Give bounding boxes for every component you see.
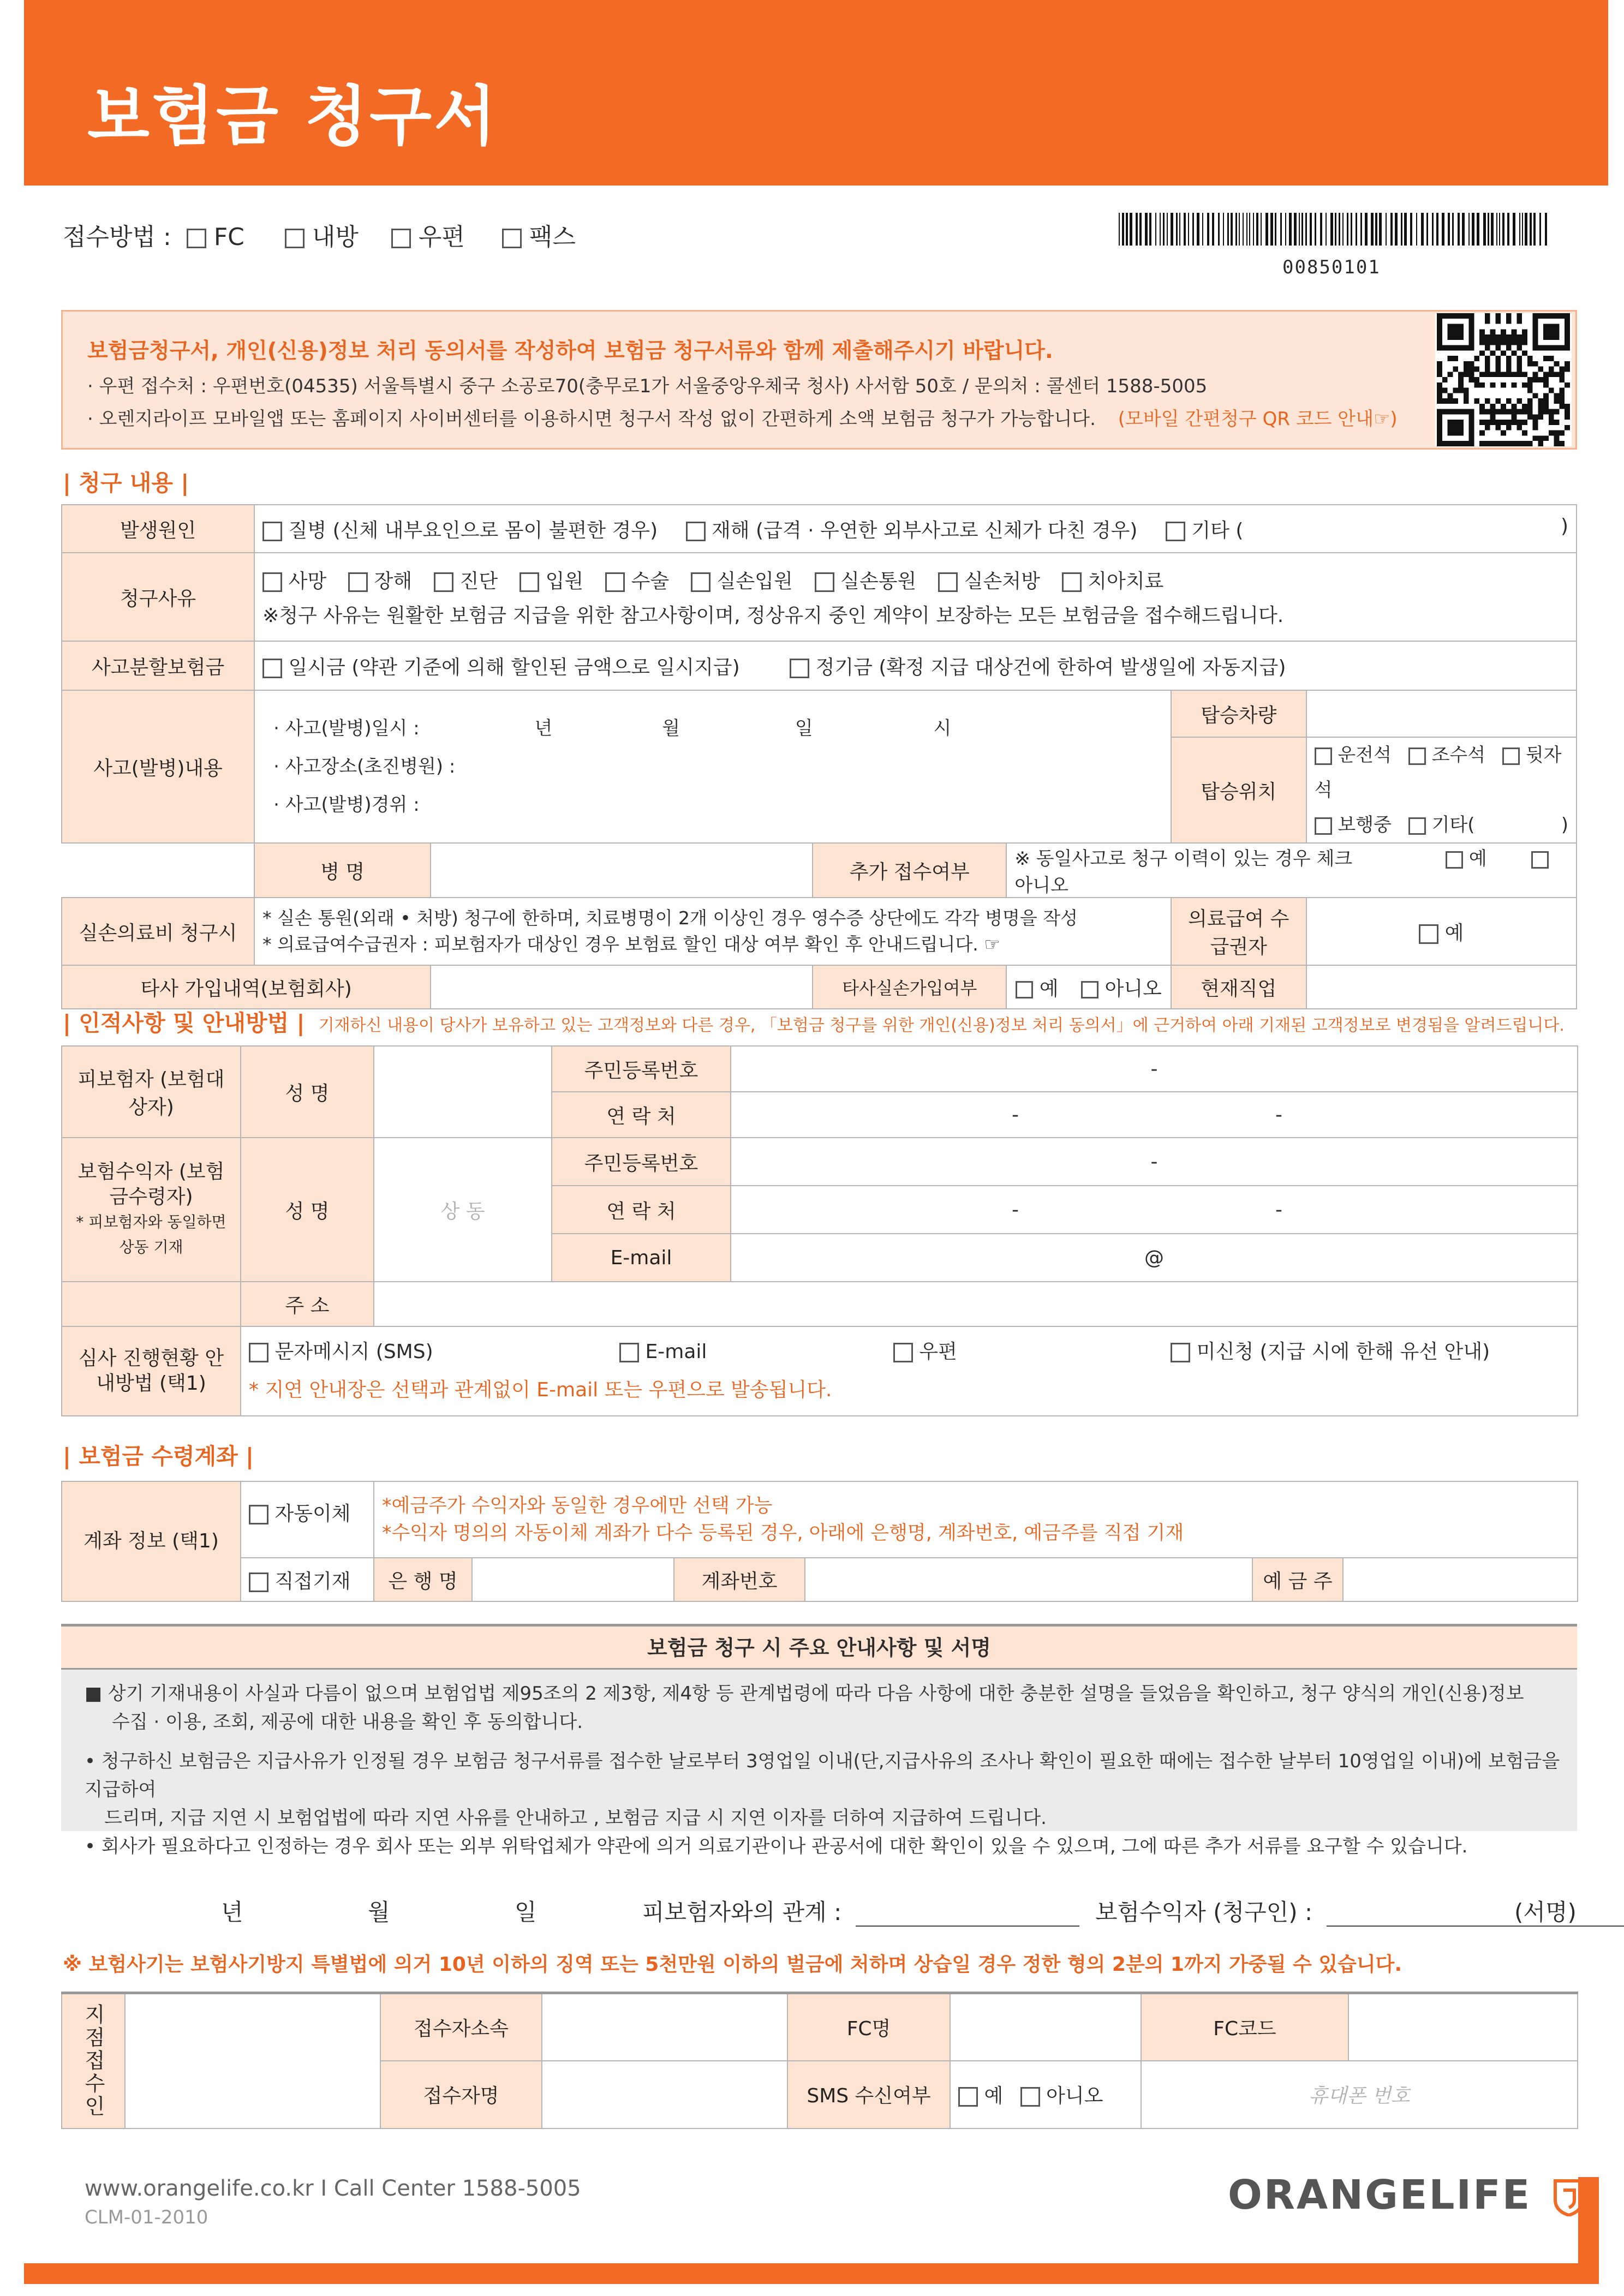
position-rear-checkbox[interactable] — [1502, 748, 1520, 765]
section-info-note: 기재하신 내용이 당사가 보유하고 있는 고객정보와 다른 경우, 「보험금 청구를 위한 개인(신용)정보 처리 동의서」에 근거하여 아래 기재된 고객정보로 변경됨을 알려드립니다. — [318, 1016, 1565, 1035]
position-options: 운전석 조수석 뒷자석 보행중 기타( ) — [1306, 737, 1577, 843]
reason-checkbox[interactable] — [520, 572, 539, 592]
reason-option: 사망 — [282, 570, 327, 593]
affil-label: 접수자소속 — [380, 1993, 542, 2061]
benefit-options: 예 — [1306, 898, 1577, 965]
account-table — [61, 1481, 1578, 1602]
receiver-input[interactable] — [542, 2061, 787, 2128]
position-driver-checkbox[interactable] — [1315, 748, 1332, 765]
account-direct-checkbox[interactable] — [249, 1572, 268, 1592]
notice-line — [87, 404, 1398, 430]
reason-checkbox[interactable] — [1062, 572, 1082, 592]
insured-name-label: 성 명 — [241, 1046, 374, 1138]
accident-month: 월 — [662, 717, 680, 739]
claimant-input[interactable] — [1327, 1899, 1624, 1927]
medical-label: 실손의료비 청구시 — [62, 898, 254, 965]
footer-contact: www.orangelife.co.kr I Call Center 1588-5005 — [85, 2176, 581, 2201]
review-email-checkbox[interactable] — [619, 1343, 639, 1362]
cause-other-checkbox[interactable] — [1166, 522, 1185, 541]
beneficiary-rrn-input[interactable]: - — [731, 1138, 1578, 1186]
review-sms-checkbox[interactable] — [249, 1343, 268, 1362]
bank-label: 은 행 명 — [374, 1558, 472, 1601]
accident-day: 일 — [795, 717, 813, 739]
reason-option: 수술 — [625, 570, 670, 593]
extra-yes-checkbox[interactable] — [1446, 851, 1463, 869]
reason-note: ※청구 사유는 원활한 보험금 지급을 위한 참고사항이며, 정상유지 중인 계약이 보장하는 모든 보험금을 접수해드립니다. — [262, 605, 1284, 627]
reason-checkbox[interactable] — [691, 572, 710, 592]
sms-no-checkbox[interactable] — [1020, 2087, 1040, 2107]
accident-label: 사고(발병)내용 — [62, 690, 254, 843]
split-option: 정기금 (확정 지급 대상건에 한하여 발생일에 자동지급) — [815, 656, 1286, 679]
benefit-yes-checkbox[interactable] — [1419, 924, 1438, 944]
accident-hour: 시 — [933, 717, 952, 739]
position-label: 탑승위치 — [1171, 737, 1306, 843]
reason-label: 청구사유 — [62, 553, 254, 641]
reason-option: 장해 — [368, 570, 413, 593]
reason-checkbox[interactable] — [348, 572, 368, 592]
orangelife-logo: ORANGELIFE — [1228, 2172, 1585, 2219]
holder-input[interactable] — [1343, 1558, 1578, 1601]
other-loss-options: 예 아니오 — [1006, 965, 1171, 1009]
account-auto-option: 자동이체 — [241, 1481, 374, 1558]
account-direct-option: 직접기재 — [241, 1558, 374, 1601]
other-input[interactable] — [431, 965, 813, 1009]
split-label: 사고분할보험금 — [62, 641, 254, 690]
review-note: * 지연 안내장은 선택과 관계없이 E-mail 또는 우편으로 발송됩니다. — [249, 1379, 832, 1401]
barcode-number: 00850101 — [1282, 256, 1381, 278]
relation-input[interactable] — [856, 1899, 1079, 1927]
qr-code-icon — [1435, 313, 1572, 446]
signature-row — [221, 1894, 1624, 1927]
extra-label: 추가 접수여부 — [813, 843, 1006, 898]
review-none-checkbox[interactable] — [1171, 1343, 1190, 1362]
fc-code-label: FC코드 — [1141, 1993, 1348, 2061]
cause-injury-checkbox[interactable] — [686, 522, 706, 541]
benefit-label: 의료급여 수급권자 — [1171, 898, 1306, 965]
split-periodic-checkbox[interactable] — [790, 659, 809, 678]
account-auto-checkbox[interactable] — [249, 1505, 268, 1524]
extra-no-checkbox[interactable] — [1531, 851, 1549, 869]
fc-name-label: FC명 — [787, 1993, 950, 2061]
accident-history-label: · 사고(발병)경위 : — [273, 794, 420, 816]
footer-accent — [1578, 2177, 1599, 2284]
position-walking-checkbox[interactable] — [1315, 817, 1332, 835]
claim-table — [61, 504, 1577, 1009]
sign-day: 일 — [514, 1899, 537, 1926]
insured-rrn-label: 주민등록번호 — [552, 1046, 731, 1092]
branch-stamp-area[interactable] — [125, 1993, 380, 2128]
receipt-visit-checkbox[interactable] — [285, 229, 304, 248]
receiver-label: 접수자명 — [380, 2061, 542, 2128]
reason-option: 입원 — [539, 570, 584, 593]
insured-rrn-input[interactable]: - — [731, 1046, 1578, 1092]
insured-label: 피보험자 (보험대상자) — [62, 1046, 241, 1138]
sign-month: 월 — [367, 1899, 390, 1926]
reason-checkbox-row — [262, 566, 1568, 594]
sms-options: 예 아니오 — [950, 2061, 1141, 2128]
cause-close: ) — [1560, 515, 1568, 537]
other-label: 타사 가입내역(보험회사) — [62, 965, 431, 1009]
section-claim-title: | 청구 내용 | — [63, 470, 189, 496]
cause-label: 발생원인 — [62, 505, 254, 553]
sign-title: 보험금 청구 시 주요 안내사항 및 서명 — [61, 1624, 1577, 1670]
receipt-option: 내방 — [312, 223, 359, 251]
qr-guide-link[interactable]: (모바일 간편청구 QR 코드 안내☞) — [1118, 408, 1398, 430]
sign-paragraphs: ■ 상기 기재내용이 사실과 다름이 없으며 보험업법 제95조의 2 제3항, 제4항 등 관계법령에 따라 다음 사항에 대한 충분한 설명을 들었음을 확인하고, 청구 양식의 개인(신용)정보 수집 · 이용, 조회, 제공에 대한 내용을 확인 후 동의합니다. • 청구하신 보험금은 지급사유가 인정될 경우 보험금 청구서류를 접수한 날로부터 3영업일 이내(단,지급사유의 조사나 확인이 필요한 때에는 접수한 날부터 10영업일 이내)에 보험금을 지급하여 드리며, 지급 지연 시 보험업법에 따라 지연 사유를 안내하고 , 보험금 지급 시 지연 이자를 더하여 지급하여 드립니다. • 회사가 필요하다고 인정하는 경우 회사 또는 외부 위탁업체가 약관에 의거 의료기관이나 관공서에 대한 확인이 있을 수 있으며, 그에 따른 추가 서류를 요구할 수 있습니다. — [85, 1683, 1560, 1857]
receipt-option: 팩스 — [529, 223, 576, 251]
job-label: 현재직업 — [1171, 965, 1306, 1009]
reason-checkbox[interactable] — [434, 572, 453, 592]
signature-mark: (서명) — [1514, 1899, 1577, 1926]
position-other-checkbox[interactable] — [1408, 817, 1426, 835]
insured-name-input[interactable] — [374, 1046, 552, 1138]
reason-option: 실손처방 — [958, 570, 1040, 593]
holder-label: 예 금 주 — [1252, 1558, 1343, 1601]
branch-side-label: 지점접수인 — [62, 1993, 125, 2128]
beneficiary-email-label: E-mail — [552, 1234, 731, 1282]
medical-notes — [254, 898, 1171, 965]
address-label: 주 소 — [241, 1282, 374, 1326]
phone-input[interactable]: 휴대폰 번호 — [1141, 2061, 1578, 2128]
other-loss-no-checkbox[interactable] — [1081, 981, 1098, 998]
info-table — [61, 1045, 1578, 1416]
fraud-warning: ※ 보험사기는 보험사기방지 특별법에 의거 10년 이하의 징역 또는 5천만원 이하의 벌금에 처하며 상습일 경우 정한 형의 2분의 1까지 가중될 수 있습니다. — [63, 1953, 1402, 1976]
disease-label: 병 명 — [254, 843, 431, 898]
reason-checkbox[interactable] — [262, 572, 282, 592]
form-code: CLM-01-2010 — [85, 2207, 208, 2228]
account-label: 계좌 정보 (택1) — [62, 1481, 241, 1601]
job-input[interactable] — [1306, 965, 1577, 1009]
cause-disease-checkbox[interactable] — [262, 522, 282, 541]
insured-contact-input[interactable]: - - — [731, 1092, 1578, 1138]
beneficiary-label: 보험수익자 (보험금수령자) * 피보험자와 동일하면 상동 기재 — [62, 1138, 241, 1282]
relation-label: 피보험자와의 관계 : — [642, 1899, 842, 1926]
accident-details — [254, 690, 1171, 843]
beneficiary-contact-label: 연 락 처 — [552, 1186, 731, 1234]
review-options: 문자메시지 (SMS) E-mail 우편 미신청 (지급 시에 한해 유선 안내) * 지연 안내장은 선택과 관계없이 E-mail 또는 우편으로 발송됩니다. — [241, 1326, 1578, 1416]
receipt-fax-checkbox[interactable] — [502, 229, 522, 248]
beneficiary-name-input[interactable]: 상 동 — [374, 1138, 552, 1282]
receipt-option: FC — [213, 223, 244, 251]
receipt-mail-checkbox[interactable] — [391, 229, 411, 248]
sms-label: SMS 수신여부 — [787, 2061, 950, 2128]
accident-place-label: · 사고장소(초진병원) : — [273, 756, 456, 778]
split-option: 일시금 (약관 기준에 의해 할인된 금액으로 일시지급) — [288, 656, 740, 679]
fc-code-input[interactable] — [1348, 1993, 1578, 2061]
affil-input[interactable] — [542, 1993, 787, 2061]
beneficiary-email-input[interactable]: @ — [731, 1234, 1578, 1282]
accident-year: 년 — [534, 717, 553, 739]
sign-year: 년 — [221, 1899, 243, 1926]
reason-option: 진단 — [453, 570, 498, 593]
other-loss-label: 타사실손가입여부 — [813, 965, 1006, 1009]
split-options — [254, 641, 1577, 690]
vehicle-label: 탑승차량 — [1171, 690, 1306, 737]
extra-options: ※ 동일사고로 청구 이력이 있는 경우 체크 예 아니오 — [1006, 843, 1577, 898]
beneficiary-rrn-label: 주민등록번호 — [552, 1138, 731, 1186]
bank-input[interactable] — [472, 1558, 674, 1601]
reason-option: 실손통원 — [834, 570, 917, 593]
review-mail-checkbox[interactable] — [893, 1343, 913, 1362]
medical-note: * 의료급여수급권자 : 피보험자가 대상인 경우 보험료 할인 대상 여부 확인 후 안내드립니다. ☞ — [262, 934, 1000, 955]
beneficiary-name-label: 성 명 — [241, 1138, 374, 1282]
reason-checkbox[interactable] — [815, 572, 834, 592]
page-title: 보험금 청구서 — [87, 79, 499, 154]
cause-option: 기타 ( — [1191, 519, 1244, 542]
claimant-label: 보험수익자 (청구인) : — [1095, 1899, 1313, 1926]
barcode-icon — [1119, 213, 1550, 246]
receipt-fc-checkbox[interactable] — [187, 229, 206, 248]
other-loss-yes-checkbox[interactable] — [1016, 981, 1033, 998]
reason-option: 실손입원 — [710, 570, 793, 593]
footer-bar — [24, 2263, 1578, 2284]
reason-checkbox[interactable] — [605, 572, 625, 592]
notice-headline: 보험금청구서, 개인(신용)정보 처리 동의서를 작성하여 보험금 청구서류와 함께 제출해주시기 바랍니다. — [87, 339, 1053, 363]
notice-line-text: · 오렌지라이프 모바일앱 또는 홈페이지 사이버센터를 이용하시면 청구서 작성 없이 간편하게 소액 보험금 청구가 가능합니다. — [87, 408, 1096, 430]
account-number-input[interactable] — [805, 1558, 1252, 1601]
account-auto-notes: *예금주가 수익자와 동일한 경우에만 선택 가능 *수익자 명의의 자동이체 계좌가 다수 등록된 경우, 아래에 은행명, 계좌번호, 예금주를 직접 기재 — [374, 1481, 1578, 1558]
review-label: 심사 진행현황 안내방법 (택1) — [62, 1326, 241, 1416]
disease-input[interactable] — [431, 843, 813, 898]
reason-options — [254, 553, 1577, 641]
reason-option: 치아치료 — [1081, 570, 1164, 593]
account-number-label: 계좌번호 — [674, 1558, 805, 1601]
accident-date-row — [262, 709, 1163, 748]
address-input[interactable] — [374, 1282, 1578, 1326]
position-passenger-checkbox[interactable] — [1408, 748, 1426, 765]
accident-date-label: · 사고(발병)일시 : — [273, 717, 420, 739]
cause-option: 재해 (급격 · 우연한 외부사고로 신체가 다친 경우) — [712, 519, 1138, 542]
notice-line: · 우편 접수처 : 우편번호(04535) 서울특별시 중구 소공로70(충무로1가 서울중앙우체국 청사) 사서함 50호 / 문의처 : 콜센터 1588-5005 — [87, 375, 1208, 397]
cause-option: 질병 (신체 내부요인으로 몸이 불편한 경우) — [288, 519, 658, 542]
cause-options — [254, 505, 1577, 553]
vehicle-input[interactable] — [1306, 690, 1577, 737]
medical-note: * 실손 통원(외래 • 처방) 청구에 한하며, 치료병명이 2개 이상인 경우 영수증 상단에도 각각 병명을 작성 — [262, 907, 1078, 929]
reason-checkbox[interactable] — [938, 572, 958, 592]
section-info-title: 인적사항 및 안내방법 — [79, 1010, 289, 1036]
receipt-option: 우편 — [418, 223, 465, 251]
insured-contact-label: 연 락 처 — [552, 1092, 731, 1138]
branch-table — [61, 1992, 1578, 2129]
fc-name-input[interactable] — [950, 1993, 1141, 2061]
section-info-header: | 인적사항 및 안내방법 | 기재하신 내용이 당사가 보유하고 있는 고객정보와 다른 경우, 「보험금 청구를 위한 개인(신용)정보 처리 동의서」에 근거하여 아래 기재된 고객정보로 변경됨을 알려드립니다. — [63, 1010, 1565, 1036]
receipt-label: 접수방법 : — [63, 223, 171, 251]
beneficiary-contact-input[interactable]: - - — [731, 1186, 1578, 1234]
section-account-title: | 보험금 수령계좌 | — [63, 1443, 254, 1469]
split-lump-checkbox[interactable] — [262, 659, 282, 678]
receipt-method — [63, 217, 576, 252]
sms-yes-checkbox[interactable] — [958, 2087, 978, 2107]
extra-note: ※ 동일사고로 청구 이력이 있는 경우 체크 — [1014, 848, 1353, 870]
